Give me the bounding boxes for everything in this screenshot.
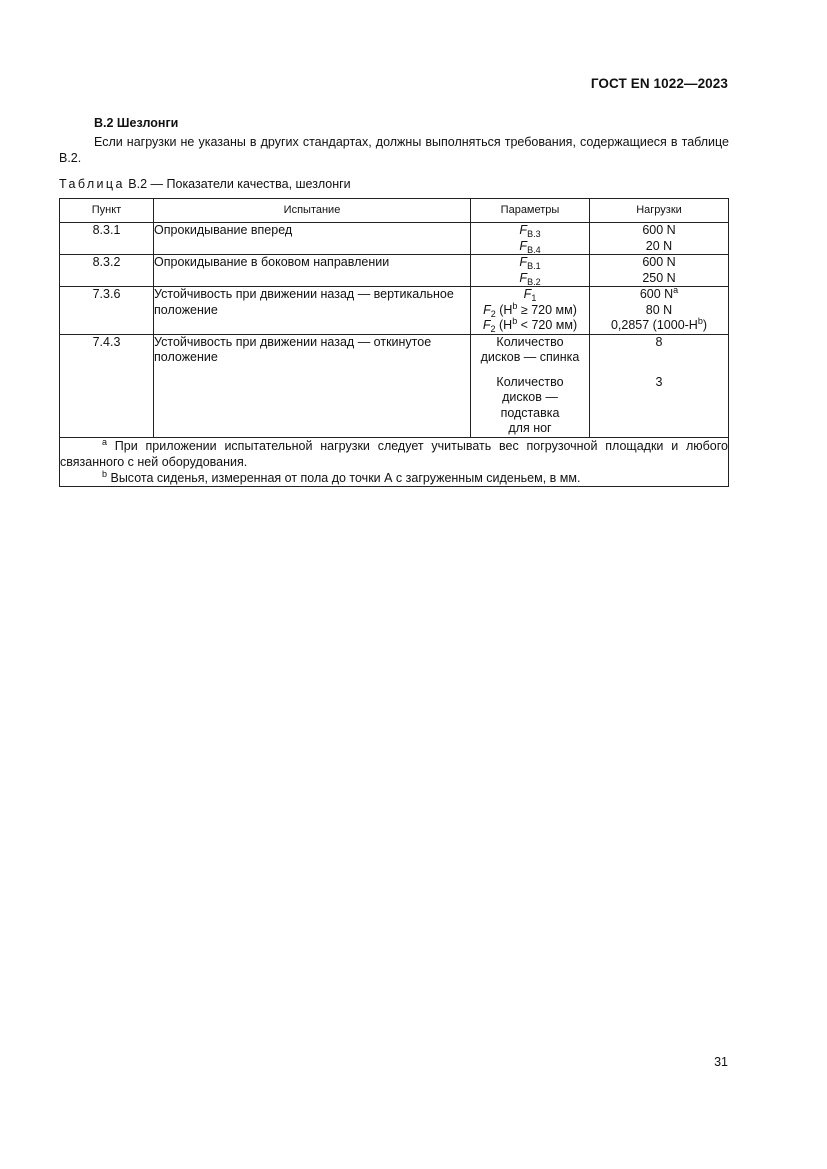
load-formula-close: ) xyxy=(702,318,708,332)
table-header-row xyxy=(60,199,729,223)
footnote-b xyxy=(60,470,728,486)
param-symbol: F xyxy=(483,302,491,317)
param-symbol: F xyxy=(519,223,528,237)
load-value: 600 N xyxy=(642,255,676,269)
param-symbol: F xyxy=(482,318,491,332)
table-row xyxy=(60,223,729,255)
param-symbol: F xyxy=(523,287,532,301)
footnote-ref-b: b xyxy=(697,316,703,326)
document-standard-header: ГОСТ EN 1022—2023 xyxy=(590,76,728,91)
cell-params xyxy=(471,255,590,287)
header-item: Пункт xyxy=(60,199,154,223)
load-value: 20 N xyxy=(645,238,673,253)
cell-item: 7.3.6 xyxy=(60,287,154,335)
param-subscript: 1 xyxy=(531,293,537,303)
header-params: Параметры xyxy=(471,199,590,223)
load-value: 250 N xyxy=(642,270,676,285)
param-condition: < 720 мм) xyxy=(517,318,578,332)
param-text: дисков — спинка xyxy=(480,350,580,364)
quality-indicators-table xyxy=(59,198,729,487)
table-caption xyxy=(59,177,351,191)
table-caption-label: Таблица xyxy=(59,177,125,191)
table-row xyxy=(60,255,729,287)
footnote-a-text: При приложении испытательной нагрузки следует учитывать вес погрузочной площадки и любого связанного с ней оборудования. xyxy=(60,438,728,469)
table-row xyxy=(60,334,729,437)
param-subscript: B.1 xyxy=(527,261,541,271)
param-text: подставка xyxy=(500,405,560,420)
load-value: 3 xyxy=(655,374,663,389)
table-row xyxy=(60,287,729,335)
param-subscript: B.2 xyxy=(527,276,541,287)
param-text: для ног xyxy=(508,421,552,435)
header-test: Испытание xyxy=(154,199,471,223)
page-number: 31 xyxy=(714,1055,728,1069)
footnote-ref-b: b xyxy=(512,316,518,326)
cell-loads xyxy=(590,255,729,287)
cell-test: Устойчивость при движении назад — откинутое положение xyxy=(154,334,471,437)
cell-loads xyxy=(590,223,729,255)
load-value: 600 N xyxy=(642,223,676,237)
cell-item: 8.3.1 xyxy=(60,223,154,255)
param-subscript: B.3 xyxy=(527,229,541,239)
param-subscript: 2 xyxy=(490,324,496,334)
section-intro-paragraph: Если нагрузки не указаны в других стандартах, должны выполняться требования, содержащиеся в таблице B.2. xyxy=(59,135,729,165)
section-title: B.2 Шезлонги xyxy=(94,116,179,130)
footnote-mark-a: a xyxy=(102,436,108,447)
footnote-b-text: Высота сиденья, измеренная от пола до точки А с загруженным сиденьем, в мм. xyxy=(107,470,581,485)
param-condition: (H xyxy=(495,302,513,317)
cell-params xyxy=(471,287,590,335)
load-value: 600 N xyxy=(639,287,674,301)
param-subscript: B.4 xyxy=(527,244,541,255)
param-symbol: F xyxy=(519,238,528,253)
param-condition: ≥ 720 мм) xyxy=(517,302,577,317)
param-text: Количество xyxy=(496,334,564,349)
cell-item: 8.3.2 xyxy=(60,255,154,287)
cell-test: Опрокидывание в боковом направлении xyxy=(154,255,471,287)
param-symbol: F xyxy=(519,270,528,285)
header-loads: Нагрузки xyxy=(590,199,729,223)
cell-params xyxy=(471,334,590,437)
table-caption-text: B.2 — Показатели качества, шезлонги xyxy=(128,177,351,191)
param-symbol: F xyxy=(519,255,528,269)
param-text: дисков — xyxy=(502,390,558,404)
footnote-mark-b: b xyxy=(102,468,108,479)
footnote-a xyxy=(60,438,728,470)
table-footnotes xyxy=(60,437,729,486)
load-value: 80 N xyxy=(645,302,673,317)
cell-item: 7.4.3 xyxy=(60,334,154,437)
cell-loads xyxy=(590,287,729,335)
cell-params xyxy=(471,223,590,255)
param-subscript: 2 xyxy=(490,308,496,319)
cell-test: Опрокидывание вперед xyxy=(154,223,471,255)
table-footnotes-row xyxy=(60,437,729,486)
footnote-ref-b: b xyxy=(512,300,518,311)
load-formula: 0,2857 (1000-H xyxy=(610,318,698,332)
param-text: Количество xyxy=(496,374,564,389)
cell-test: Устойчивость при движении назад — вертикальное положение xyxy=(154,287,471,335)
footnote-ref-a: a xyxy=(673,285,679,295)
cell-loads xyxy=(590,334,729,437)
param-condition: (H xyxy=(495,318,513,332)
load-value: 8 xyxy=(655,334,663,349)
